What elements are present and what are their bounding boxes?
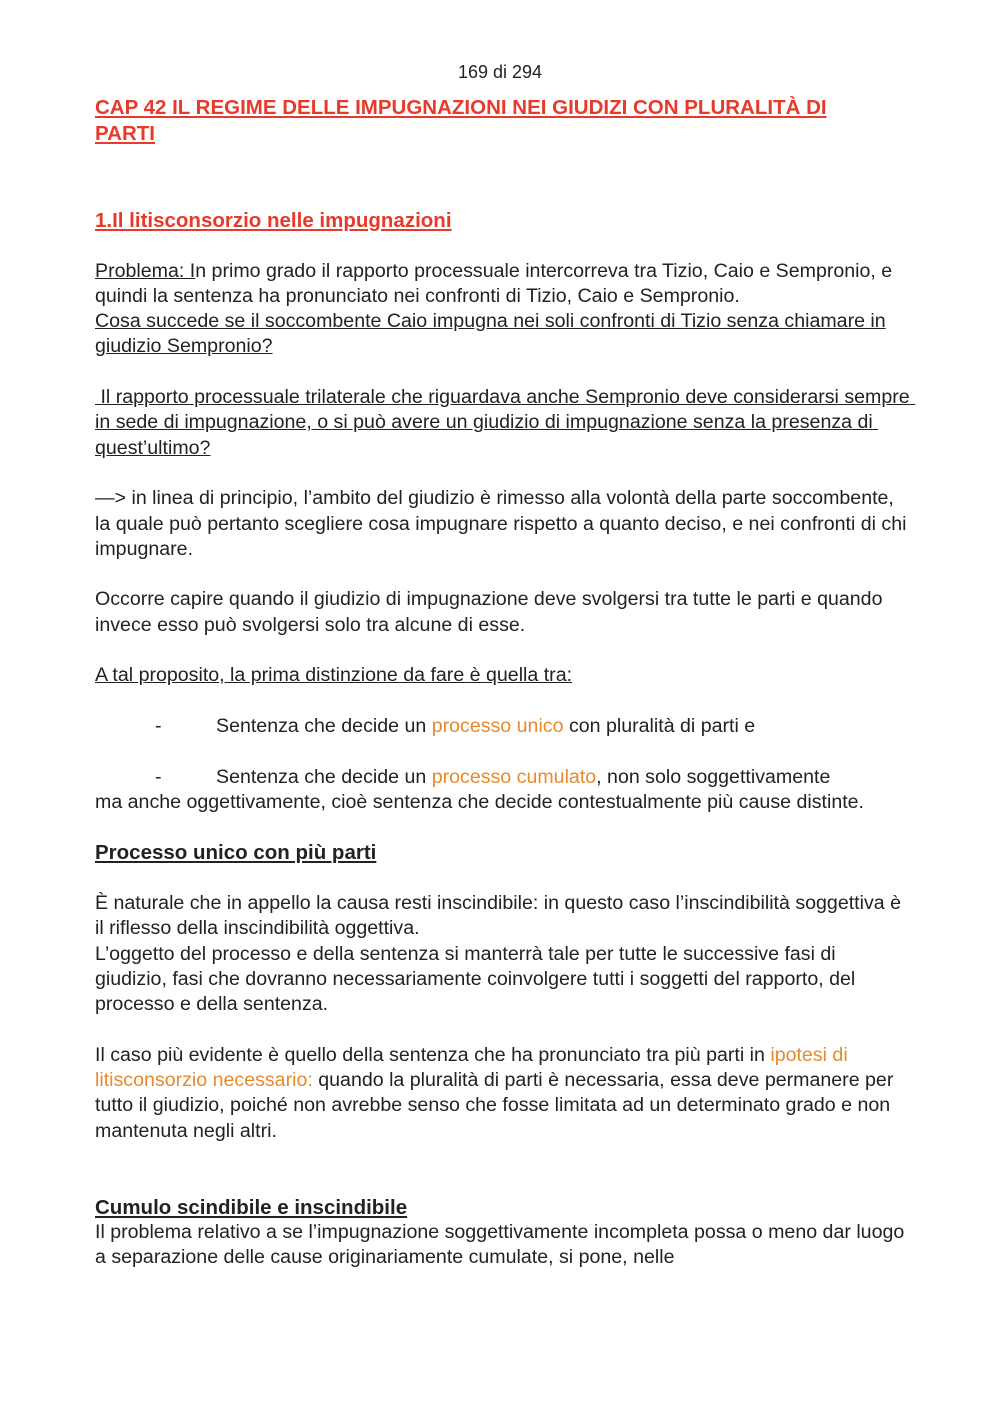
problema-question: Cosa succede se il soccombente Caio impugna nei soli confronti di Tizio senza chiamare in giudizio Sempronio? [95,310,886,358]
list-item [95,765,910,790]
bullet-highlight: processo unico [431,714,564,737]
distinction-intro: A tal proposito, la prima distinzione da fare è quella tra: [95,664,573,687]
chapter-title-line2: PARTI [95,121,155,145]
list-item [95,714,910,739]
bullet-text-before: Sentenza che decide un [216,765,432,788]
chapter-title-line1: CAP 42 IL REGIME DELLE IMPUGNAZIONI NEI GIUDIZI CON PLURALITÀ DI [95,96,827,119]
problema-text: n primo grado il rapporto processuale intercorreva tra Tizio, Caio e Sempronio, e quindi la sentenza ha pronunciato nei confronti di Tizio, Caio e Sempronio. [95,259,893,307]
caso-text-after: quando la pluralità di parti è necessaria, essa deve permanere per tutto il giudizio, poiché non avrebbe senso che fosse limitata ad un determinato grado e non mantenuta negli altri. [95,1069,894,1142]
bullet-dash: - [155,765,162,788]
bullet-highlight: processo cumulato [431,765,597,788]
caso-highlight: ipotesi di litisconsorzio necessario: [95,1043,848,1092]
cumulo-paragraph: Il problema relativo a se l’impugnazione soggettivamente incompleta possa o meno dar luogo a separazione delle cause originariamente cumulate, si pone, nelle [95,1220,905,1269]
principle-paragraph: —> in linea di principio, l’ambito del giudizio è rimesso alla volontà della parte soccombente, la quale può pertanto scegliere cosa impugnare rispetto a quanto deciso, e nei confronti di chi impugnare. [95,487,907,560]
unico-paragraph-2: L’oggetto del processo e della sentenza si manterrà tale per tutte le successive fasi di giudizio, fasi che dovranno necessariamente coinvolgere tutti i soggetti del rapporto, del processo e della sentenza. [95,942,856,1016]
bullet-continuation: ma anche oggettivamente, cioè sentenza che decide contestualmente più cause distinte. [95,790,864,813]
page-number: 169 di 294 [457,62,543,82]
chapter-title [95,95,910,146]
caso-text-before: Il caso più evidente è quello della sentenza che ha pronunciato tra più parti in [95,1043,771,1066]
problema-paragraph [95,259,910,360]
document-body [95,95,916,1270]
bullet-dash: - [155,714,162,737]
section-title: 1.Il litisconsorzio nelle impugnazioni [95,209,452,232]
bullet-text-before: Sentenza che decide un [216,714,432,737]
occorre-paragraph: Occorre capire quando il giudizio di impugnazione deve svolgersi tra tutte le parti e quando invece esso può svolgersi solo tra alcune di esse. [95,588,883,636]
caso-paragraph [95,1043,910,1144]
question-paragraph: Il rapporto processuale trilaterale che riguardava anche Sempronio deve considerarsi sempre in sede di impugnazione, o si può avere un giudizio di impugnazione senza la presenza di quest’ultimo? [95,386,916,459]
bullet-text-after: , non solo soggettivamente [596,765,831,788]
subsection-title: Cumulo scindibile e inscindibile [95,1195,408,1219]
subsection-title: Processo unico con più parti [95,841,377,865]
unico-paragraph-1: È naturale che in appello la causa resti inscindibile: in questo caso l’inscindibilità soggettiva è il riflesso della inscindibilità oggettiva. [95,892,901,940]
bullet-text-after: con pluralità di parti e [563,714,756,737]
problema-label: Problema: I [95,259,196,282]
